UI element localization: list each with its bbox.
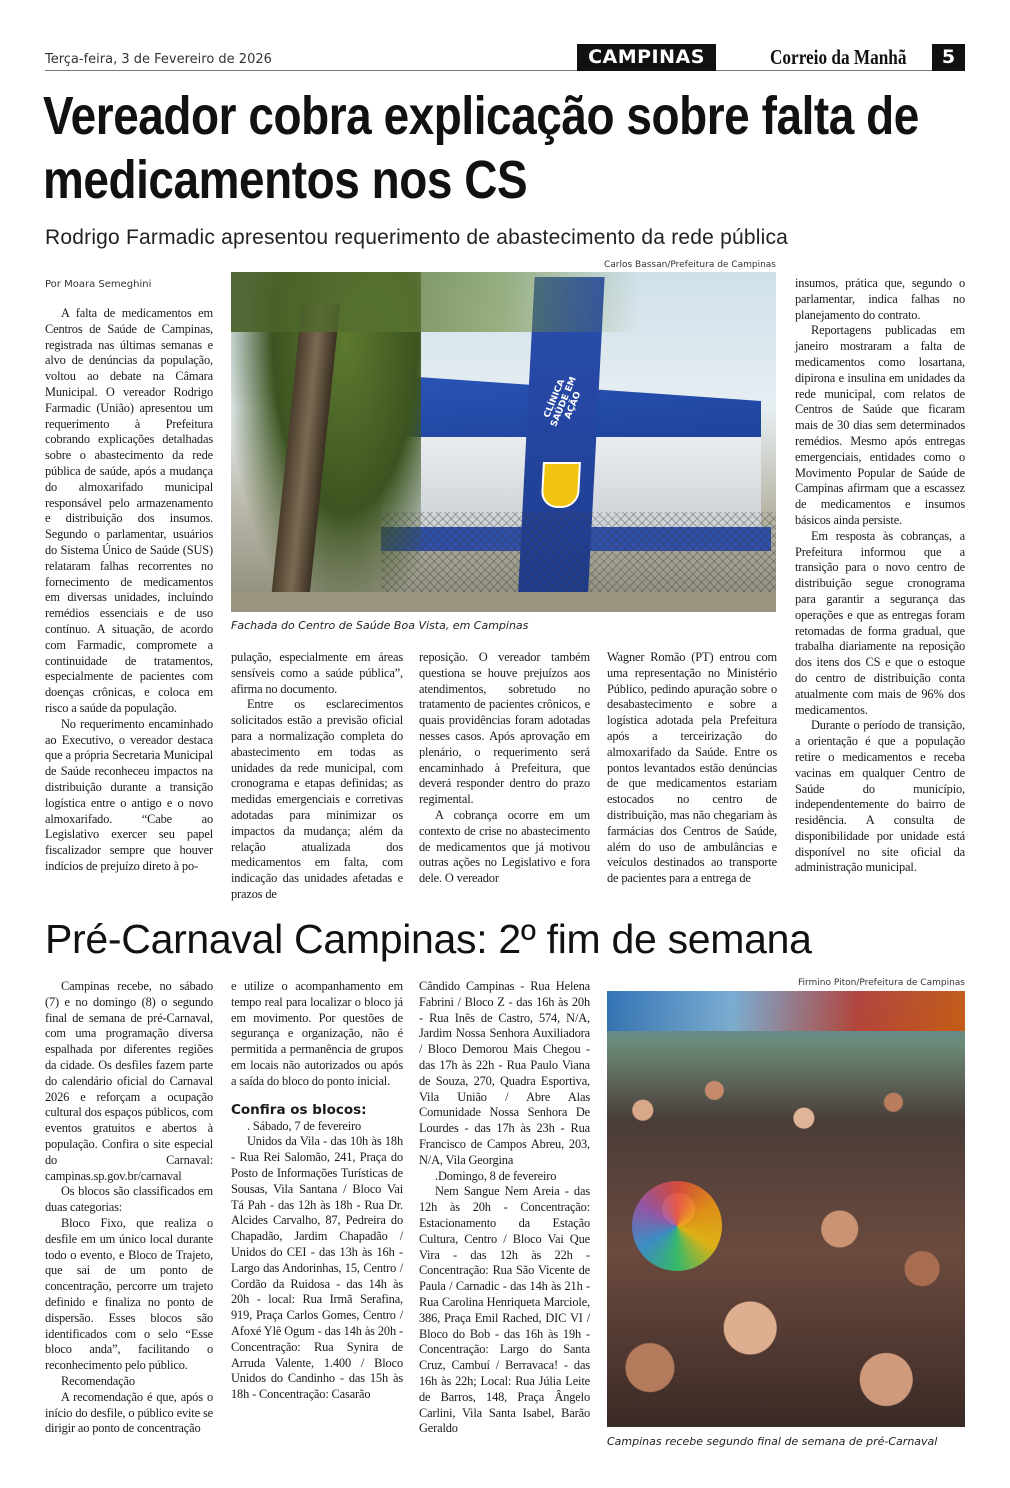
paragraph: pulação, especialmente em áreas sensíveis como a saúde pública”, afirma no documento. bbox=[231, 650, 403, 696]
article-column bbox=[419, 979, 590, 1437]
paragraph: e utilize o acompanhamento em tempo real para localizar o bloco já em movimento. Por questões de segurança e organização, não é permitida a permanência de grupos em locais não autorizados ou após a saída do bloco do ponto inicial. bbox=[231, 979, 403, 1088]
paragraph: Unidos da Vila - das 10h às 18h - Rua Rei Salomão, 241, Praça do Posto de Informações Turísticas de Sousas, Vila Santana / Bloco Vai Tá Pah - das 12h às 18h - Rua Dr. Alcides Carvalho, 87, Pedreira do Chapadão, Jardim Chapadão / Unidos do CEI - das 13h às 16h - Largo das Andorinhas, 15, Centro / Cordão da Ruidosa - das 14h às 20h - local: Rua Irmã Serafina, 919, Praça Carlos Gomes, Centro / Afoxé Ylê Ogum - das 14h às 20h - Concentração: Rua Synira de Arruda Valente, 1.400 / Bloco Unidos do Candinho - das 15h às 18h - Concentração: Casarão bbox=[231, 1134, 403, 1402]
paragraph: A recomendação é que, após o início do desfile, o público evite se dirigir ao ponto de concentração bbox=[45, 1389, 213, 1436]
city-crest-icon bbox=[541, 462, 581, 508]
rainbow-fan bbox=[632, 1181, 722, 1271]
paragraph: Reportagens publicadas em janeiro mostraram a falta de medicamentos como losartana, dipirona e insulina em unidades da rede municipal, com relatos de Centros de Saúde que ficaram mais de 30 dias sem determinados remédios. Mesmo após entregas emergenciais, entidades como o Movimento Popular de Saúde de Campinas afirmam que a escassez de medicamentos e insumos básicos ainda persiste. bbox=[795, 323, 965, 527]
article-column bbox=[45, 306, 213, 875]
paragraph: Wagner Romão (PT) entrou com uma representação no Ministério Público, pedindo apuração sobre o desabastecimento e sobre a logística adotada pela Prefeitura após a terceirização do almoxarifado da Saúde. Entre os pontos levantados estão denúncias de que medicamentos estariam estocados no centro de distribuição, mas não chegariam às farmácias dos Centros de Saúde, além do uso de ambulâncias e veículos destinados ao transporte de pacientes para a entrega de bbox=[607, 650, 777, 886]
paragraph: No requerimento encaminhado ao Executivo, o vereador destaca que a própria Secretaria Municipal de Saúde reconheceu impactos na distribuição durante a transição logística entre o antigo e o novo almoxarifado. “Cabe ao Legislativo exercer seu papel fiscalizador sempre que houver indícios de prejuízo direto à po- bbox=[45, 716, 213, 873]
paragraph: A cobrança ocorre em um contexto de crise no abastecimento de medicamentos que já motivou outras ações no Legislativo e fora dele. O vereador bbox=[419, 807, 590, 886]
paragraph: A falta de medicamentos em Centros de Saúde de Campinas, registrada nas últimas semanas e alvo de denúncias da população, voltou ao debate na Câmara Municipal. O vereador Rodrigo Farmadic (União) apresentou um requerimento à Prefeitura cobrando explicações detalhadas sobre o abastecimento da rede pública de saúde, após a mudança do almoxarifado municipal responsável pelo armazenamento e distribuição dos insumos. Segundo o parlamentar, usuários do Sistema Único de Saúde (SUS) relataram falhas recorrentes no fornecimento de medicamentos em diversas unidades, incluindo remédios essenciais e de uso contínuo. A situação, de acordo com Farmadic, compromete a continuidade de tratamentos, especialmente de pacientes com doenças crônicas, e coloca em risco a saúde da população. bbox=[45, 306, 213, 715]
photo-credit: Firmino Piton/Prefeitura de Campinas bbox=[797, 978, 965, 988]
byline: Por Moara Semeghini bbox=[45, 279, 152, 290]
page-number: 5 bbox=[932, 44, 965, 71]
article-column bbox=[795, 276, 965, 876]
photo-caption: Fachada do Centro de Saúde Boa Vista, em Campinas bbox=[231, 619, 529, 632]
paragraph: Durante o período de transição, a orientação é que a população retire o medicamentos e receba vacinas em qualquer Centro de Saúde do município, independentemente do bairro de residência. A consulta de disponibilidade por unidade está disponível no site oficial da administração municipal. bbox=[795, 718, 965, 875]
paragraph: insumos, prática que, segundo o parlamentar, indica falhas no planejamento do contrato. bbox=[795, 276, 965, 322]
paragraph: . Sábado, 7 de fevereiro bbox=[247, 1118, 362, 1133]
article-subheadline: Rodrigo Farmadic apresentou requerimento de abastecimento da rede pública bbox=[45, 226, 789, 249]
paragraph: Recomendação bbox=[61, 1373, 135, 1388]
section-label: CAMPINAS bbox=[577, 44, 716, 71]
header-rule bbox=[45, 70, 965, 71]
carnival-crowd-photo bbox=[607, 991, 965, 1427]
photo-credit: Carlos Bassan/Prefeitura de Campinas bbox=[604, 260, 776, 270]
paragraph: Campinas recebe, no sábado (7) e no domingo (8) o segundo final de semana de pré-Carnaval, com uma programação diversa espalhada por diferentes regiões da cidade. Os desfiles fazem parte do calendário oficial do Carnaval 2026 e reforçam a ocupação cultural dos espaços públicos, com eventos gratuitos e abertos à população. Confira o site especial do Carnaval: campinas.sp.gov.br/carnaval bbox=[45, 979, 213, 1183]
clinic-sign-text: CLÍNICA SAÚDE EM AÇÃO bbox=[542, 375, 584, 429]
section-subheading: Confira os blocos: bbox=[231, 1101, 367, 1118]
paragraph: Cândido Campinas - Rua Helena Fabrini / Bloco Z - das 16h às 20h - Rua Inês de Castro, 574, N/A, Jardim Nossa Senhora Auxiliadora / Bloco Demorou Mais Chegou - das 17h às 22h - Rua Paulo Viana de Souza, 270, Quadra Esportiva, Vila União / Abre Alas Comunidade Nossa Senhora De Lourdes - das 17h às 23h - Rua Francisco de Campos Abreu, 203, N/A, Vila Georgina bbox=[419, 979, 590, 1167]
article-column bbox=[45, 979, 213, 1437]
health-center-photo bbox=[231, 272, 776, 612]
photo-caption: Campinas recebe segundo final de semana de pré-Carnaval bbox=[607, 1435, 938, 1448]
paragraph: .Domingo, 8 de fevereiro bbox=[435, 1168, 557, 1183]
paragraph: Bloco Fixo, que realiza o desfile em um único local durante todo o evento, e Bloco de Trajeto, que sai de um ponto de concentração, percorre um trajeto definido e finaliza no ponto de dispersão. Esses blocos são identificados com o selo “Esse bloco anda”, facilitando o reconhecimento pelo público. bbox=[45, 1215, 213, 1373]
article-column bbox=[607, 650, 777, 887]
issue-date: Terça-feira, 3 de Fevereiro de 2026 bbox=[45, 52, 272, 67]
article-column bbox=[419, 650, 590, 887]
article-headline: Vereador cobra explicação sobre falta de medicamentos nos CS bbox=[43, 86, 919, 210]
newspaper-name: Correio da Manhã bbox=[770, 45, 907, 69]
article-column bbox=[231, 979, 403, 1403]
article-headline: Pré-Carnaval Campinas: 2º fim de semana bbox=[45, 916, 812, 962]
paragraph: reposição. O vereador também questiona se houve prejuízos aos atendimentos, sobretudo no tratamento de pacientes crônicos, e quais providências foram adotadas nesses casos. Após aprovação em plenário, o requerimento será encaminhado à Prefeitura, que deverá responder dentro do prazo regimental. bbox=[419, 650, 590, 807]
paragraph: Entre os esclarecimentos solicitados estão a previsão oficial para a normalização completa do abastecimento em todas as unidades da rede municipal, com cronograma e etapas definidas; as medidas emergenciais e corretivas adotadas para minimizar os impactos da mudança; além da relação atualizada dos medicamentos em falta, com indicação das unidades afetadas e prazos de bbox=[231, 697, 403, 901]
paragraph: Nem Sangue Nem Areia - das 12h às 20h - Concentração: Estacionamento da Estação Cultura, Centro / Bloco Vai Que Vira - das 12h às 22h - Concentração: Rua São Vicente de Paula / Carnadic - das 14h às 21h - Rua Carolina Henriqueta Marciole, 386, Praça Emil Rached, DIC VI / Bloco do Bob - das 16h às 19h - Concentração: Largo do Santa Cruz, Cambuí / Berravaca! - das 16h às 22h; Local: Rua Júlia Leite de Barros, 148, Praça Ângelo Carlini, Vila Santa Isabel, Barão Geraldo bbox=[419, 1184, 590, 1436]
paragraph: Os blocos são classificados em duas categorias: bbox=[45, 1184, 213, 1215]
article-column bbox=[231, 650, 403, 903]
paragraph: Em resposta às cobranças, a Prefeitura informou que a transição para o novo centro de distribuição segue cronograma para garantir a segurança das operações e que as entregas foram retomadas de forma gradual, que trabalha diariamente na reposição dos itens dos CS e que o estoque do centro de distribuição conta atualmente com mais de 96% dos medicamentos. bbox=[795, 528, 965, 717]
